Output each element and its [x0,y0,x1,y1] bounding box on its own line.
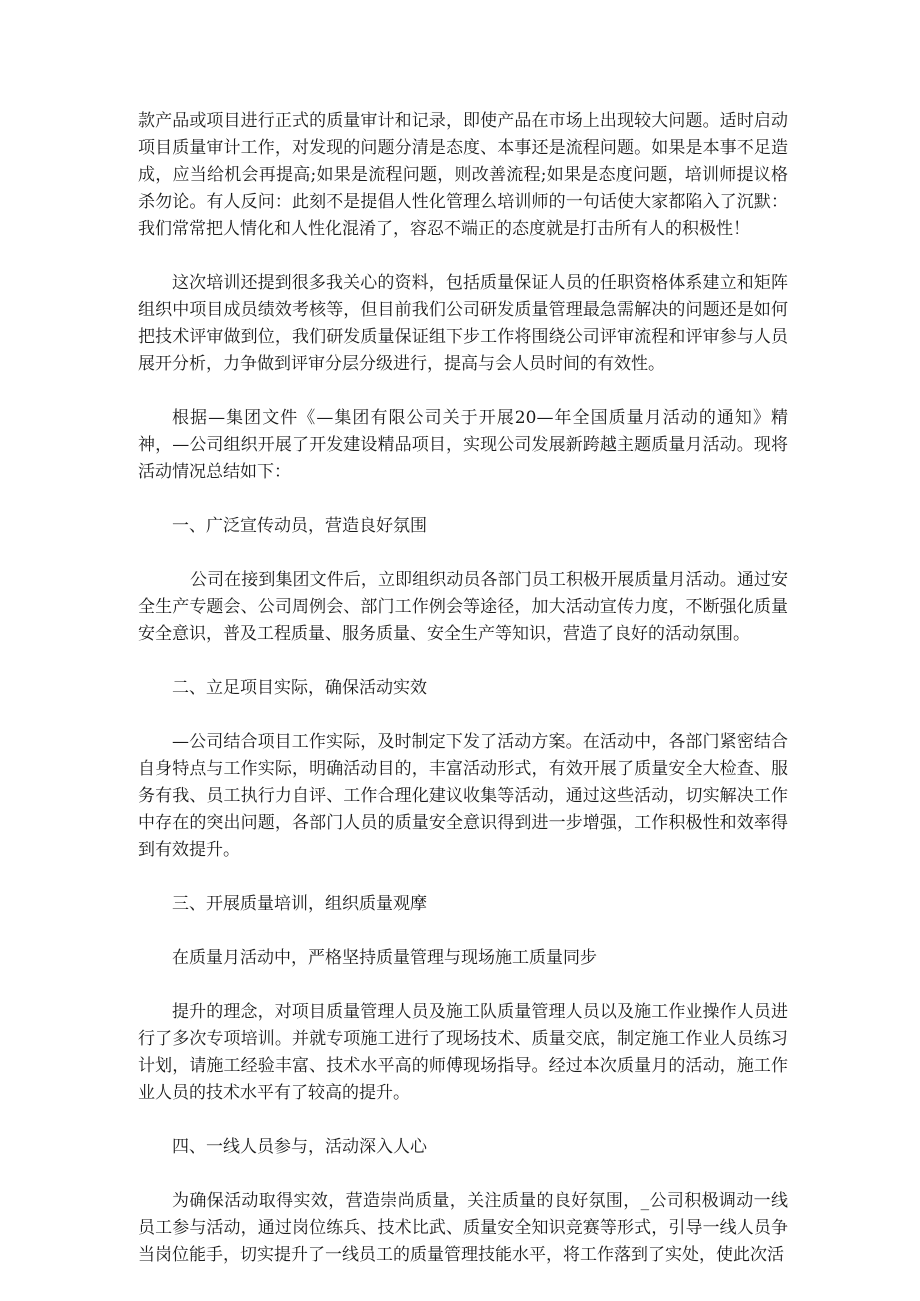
section-heading-1: 一、广泛宣传动员，营造良好氛围 [172,516,427,536]
paragraph-1: 这次培训还提到很多我关心的资料，包括质量保证人员的任职资格体系建立和矩阵组织中项目成员绩效考核等，但目前我们公司研发质量管理最急需解决的问题还是如何把技术评审做到位，我们研发质量保证组下步工作将围绕公司评审流程和评审参与人员展开分析，力争做到评审分层分级进行，提高与会人员时间的有效性。 [138,273,788,374]
paragraph-9: 提升的理念，对项目质量管理人员及施工队质量管理人员以及施工作业操作人员进行了多次专项培训。并就专项施工进行了现场技术、质量交底，制定施工作业人员练习计划，请施工经验丰富、技术水平高的师傅现场指导。经过本次质量月的活动，施工作业人员的技术水平有了较高的提升。 [138,1002,788,1103]
paragraph-2: 根据—集团文件《—集团有限公司关于开展20—年全国质量月活动的通知》精神，—公司组织开展了开发建设精品项目，实现公司发展新跨越主题质量月活动。现将活动情况总结如下： [138,408,788,482]
paragraph-8: 在质量月活动中，严格坚持质量管理与现场施工质量同步 [172,948,597,968]
section-heading-3: 三、开展质量培训，组织质量观摩 [172,894,427,914]
paragraph-0: 款产品或项目进行正式的质量审计和记录，即使产品在市场上出现较大问题。适时启动项目质量审计工作，对发现的问题分清是态度、本事还是流程问题。如果是本事不足造成，应当给机会再提高;如果是流程问题，则改善流程;如果是态度问题，培训师提议格杀勿论。有人反问：此刻不是提倡人性化管理么培训师的一句话使大家都陷入了沉默：我们常常把人情化和人性化混淆了，容忍不端正的态度就是打击所有人的积极性！ [138,111,788,239]
paragraph-6: —公司结合项目工作实际，及时制定下发了活动方案。在活动中，各部门紧密结合自身特点与工作实际，明确活动目的，丰富活动形式，有效开展了质量安全大检查、服务有我、员工执行力自评、工作合理化建议收集等活动，通过这些活动，切实解决工作中存在的突出问题，各部门人员的质量安全意识得到进一步增强，工作积极性和效率得到有效提升。 [138,732,788,860]
paragraph-11: 为确保活动取得实效，营造崇尚质量，关注质量的良好氛围，_公司积极调动一线员工参与活动，通过岗位练兵、技术比武、质量安全知识竞赛等形式，引导一线人员争当岗位能手，切实提升了一线员工的质量管理技能水平，将工作落到了实处，使此次活 [138,1191,788,1265]
section-heading-2: 二、立足项目实际，确保活动实效 [172,678,427,698]
section-heading-4: 四、一线人员参与，活动深入人心 [172,1137,427,1157]
document-body [138,108,788,1296]
paragraph-4: 公司在接到集团文件后，立即组织动员各部门员工积极开展质量月活动。通过安全生产专题会、公司周例会、部门工作例会等途径，加大活动宣传力度，不断强化质量安全意识，普及工程质量、服务质量、安全生产等知识，营造了良好的活动氛围。 [138,570,788,644]
